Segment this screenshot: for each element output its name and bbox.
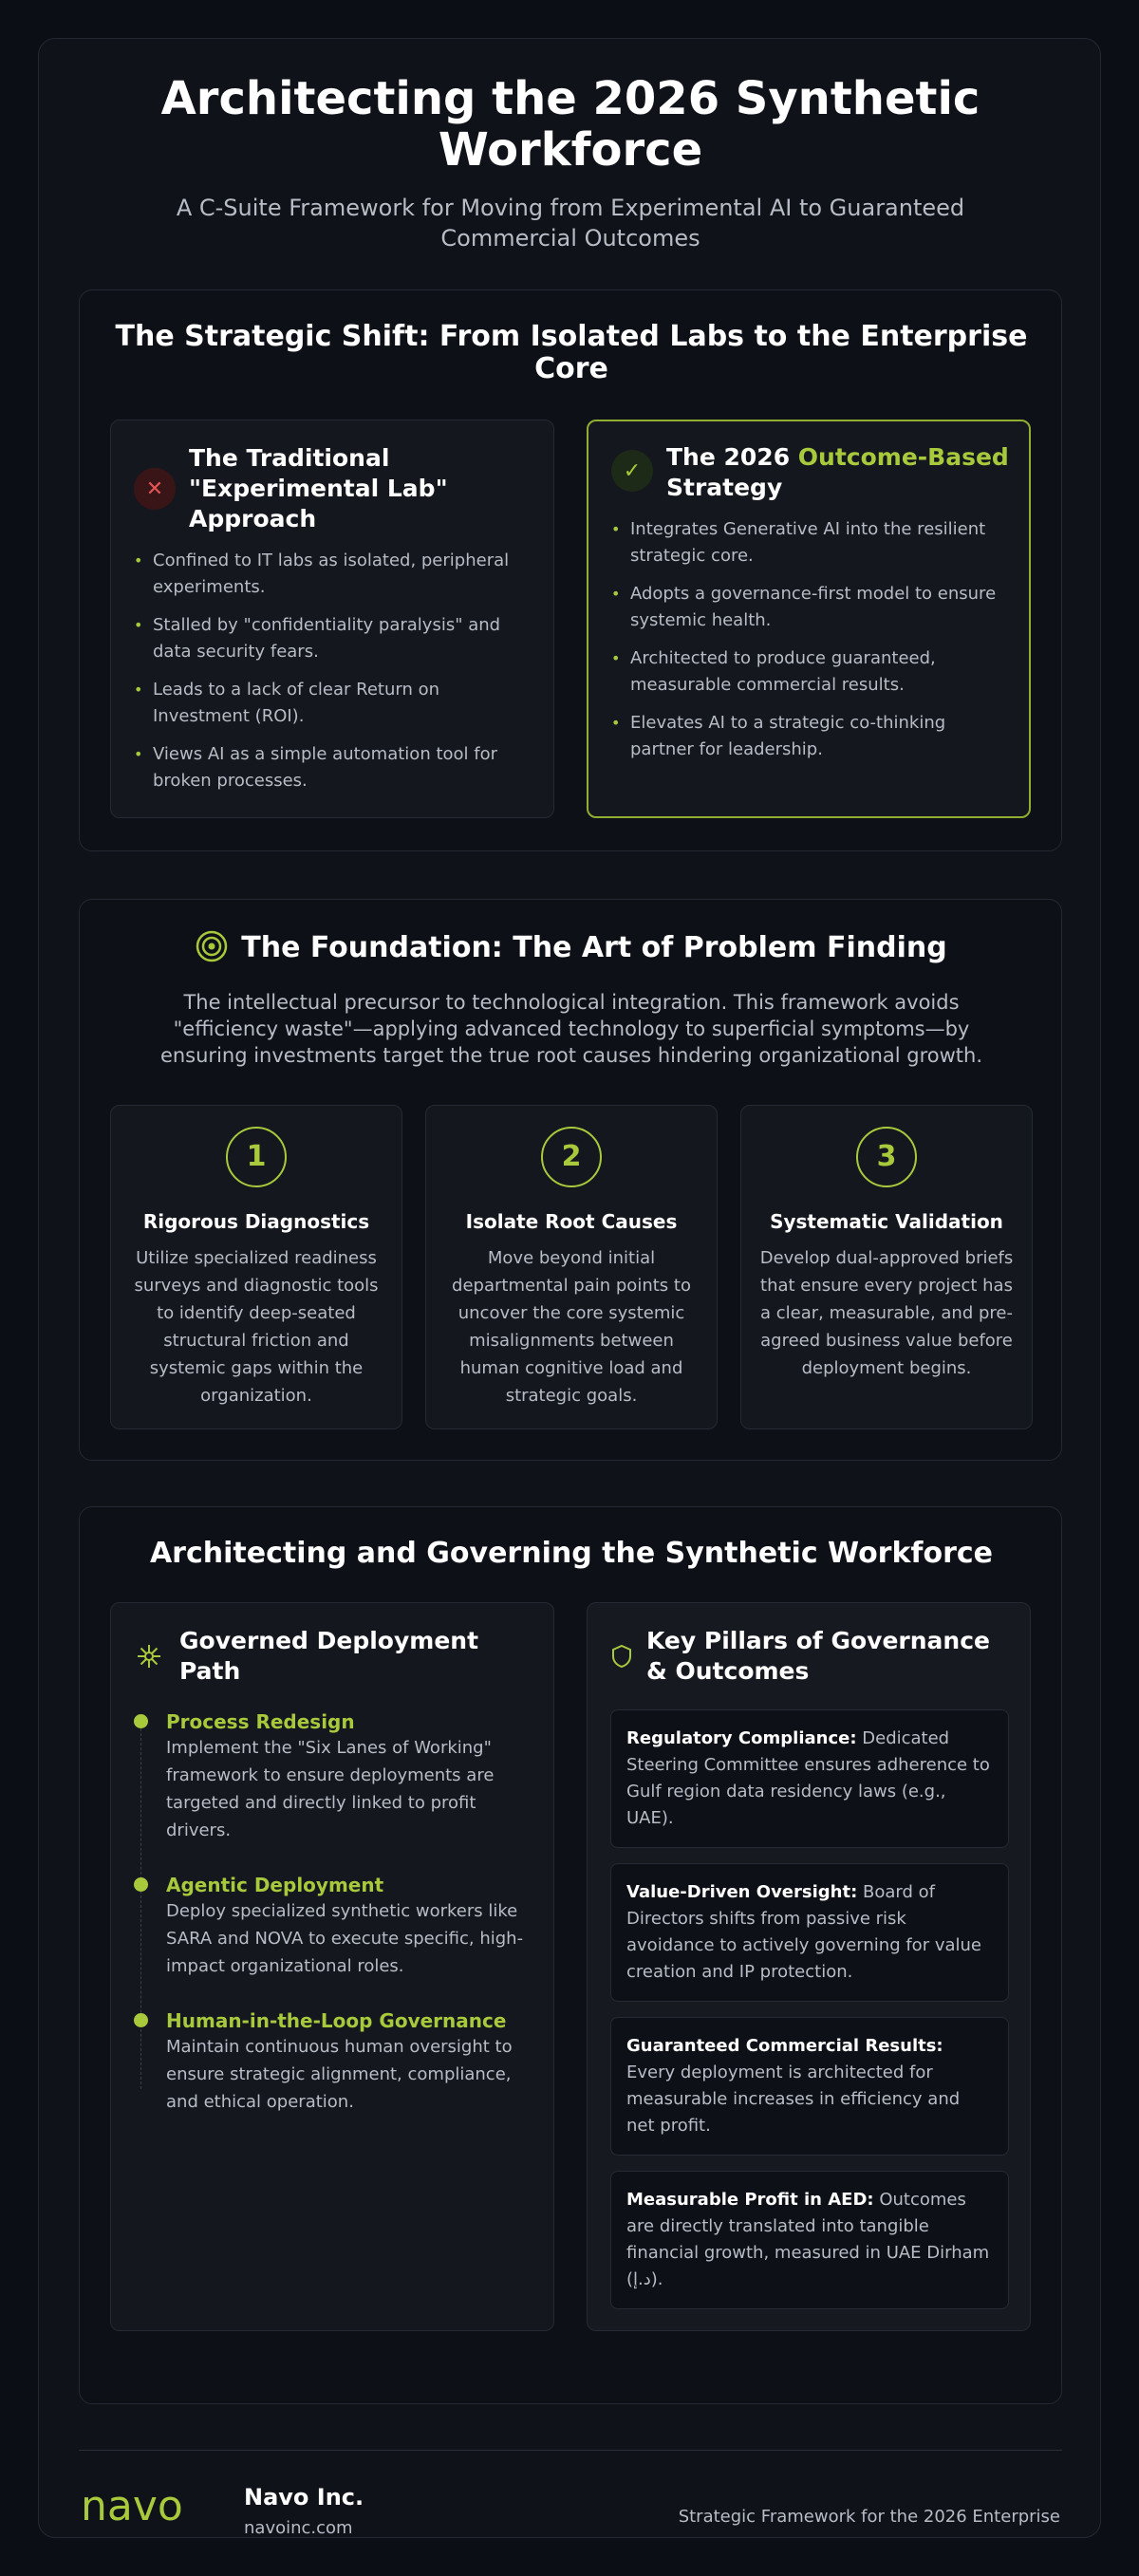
timeline-item-title: Agentic Deployment [166,1874,384,1896]
target-icon [196,930,228,962]
governance-pillars-panel [587,1602,1031,2331]
deployment-path-title: Governed Deployment Path [179,1627,479,1685]
timeline-item [134,2008,532,2116]
pillar-text: Dedicated Steering Committee ensures adherence to Gulf region data residency laws (e.g., UAE). [626,1728,990,1828]
pillar-card [610,2171,1009,2309]
traditional-approach-title: The Traditional "Experimental Lab" Approach [189,444,448,532]
pillar-text: Outcomes are directly translated into tangible financial growth, measured in UAE Dirham (د.إ). [626,2190,990,2289]
timeline-item [134,1709,532,1844]
navo-logo [81,2488,229,2526]
timeline-item-title: Human-in-the-Loop Governance [166,2009,507,2032]
step-card-3 [740,1105,1033,1429]
foundation-section [79,899,1062,1461]
step-title: Systematic Validation [770,1210,1003,1233]
deployment-path-panel [110,1602,554,2331]
shield-icon [610,1643,633,1670]
logo-text: navo [81,2488,183,2526]
pillar-card [610,1863,1009,2002]
strategic-shift-title: The Strategic Shift: From Isolated Labs to the Enterprise Core [115,320,1028,385]
timeline-dot [134,2013,148,2027]
step-text: Utilize specialized readiness surveys and diagnostic tools to identify deep-seated structural friction and systemic gaps within the organization. [134,1248,379,1406]
sparkle-icon [136,1643,162,1670]
title-suffix: Strategy [666,474,783,501]
page-subtitle: A C-Suite Framework for Moving from Experimental AI to Guaranteed Commercial Outcomes [176,195,965,252]
pillar-text: Board of Directors shifts from passive risk avoidance to actively governing for value creation and IP protection. [626,1882,981,1982]
list-item: • Integrates Generative AI into the resilient strategic core. [611,516,1010,569]
page-frame [38,38,1101,2538]
pillar-label: Value-Driven Oversight: [626,1882,858,1902]
pillar-card [610,1709,1009,1848]
timeline-item [134,1873,532,1980]
governance-pillars-list [610,1709,1009,2324]
synthetic-workforce-title: Architecting and Governing the Synthetic Workforce [149,1537,994,1570]
page-header [39,73,1102,253]
footer-tagline: Strategic Framework for the 2026 Enterprise [678,2507,1060,2527]
list-item: • Adopts a governance-first model to ensure systemic health. [611,581,1010,634]
strategic-shift-section [79,289,1062,851]
check-icon: ✓ [611,450,653,492]
pillar-card [610,2017,1009,2156]
pillar-text: Every deployment is architected for measurable increases in efficiency and net profit. [626,2063,961,2136]
outcome-based-strategy-title [666,442,1018,503]
step-number: 3 [856,1127,917,1187]
synthetic-workforce-section [79,1506,1062,2404]
step-title: Isolate Root Causes [465,1210,678,1233]
outcome-based-strategy-card [587,420,1031,818]
timeline-item-text: Maintain continuous human oversight to ensure strategic alignment, compliance, and ethical operation. [166,2037,513,2112]
company-website: navoinc.com [244,2518,353,2538]
outcome-based-strategy-list [611,516,1010,775]
list-item: • Elevates AI to a strategic co-thinking partner for leadership. [611,710,1010,763]
step-title: Rigorous Diagnostics [142,1210,370,1233]
timeline-item-text: Deploy specialized synthetic workers like SARA and NOVA to execute specific, high-impact organizational roles. [166,1901,524,1976]
deployment-timeline [134,1709,532,2144]
timeline-dot [134,1877,148,1892]
timeline-item-text: Implement the "Six Lanes of Working" framework to ensure deployments are targeted and directly linked to profit drivers. [166,1738,495,1840]
list-item: • Confined to IT labs as isolated, peripheral experiments. [134,548,532,601]
footer-divider [79,2450,1062,2451]
pillar-label: Guaranteed Commercial Results: [626,2036,943,2056]
title-accent: Outcome-Based [797,443,1009,471]
step-card-1 [110,1105,402,1429]
step-number: 2 [541,1127,602,1187]
timeline-item-title: Process Redesign [166,1710,355,1733]
pillar-label: Measurable Profit in AED: [626,2190,874,2210]
foundation-title [80,930,1063,964]
list-item: • Architected to produce guaranteed, measurable commercial results. [611,645,1010,699]
title-prefix: The 2026 [666,443,798,471]
traditional-approach-card [110,420,554,818]
pillar-label: Regulatory Compliance: [626,1728,857,1748]
list-item: • Stalled by "confidentiality paralysis" and data security fears. [134,612,532,665]
company-name: Navo Inc. [244,2484,364,2511]
list-item: • Views AI as a simple automation tool for broken processes. [134,741,532,794]
step-card-2 [425,1105,718,1429]
governance-pillars-title: Key Pillars of Governance & Outcomes [646,1627,990,1685]
list-item: • Leads to a lack of clear Return on Investment (ROI). [134,677,532,730]
foundation-intro: The intellectual precursor to technological integration. This framework avoids "efficiency waste"—applying advanced technology to superficial symptoms—by ensuring investments target the true root causes hindering organizational growth. [159,991,983,1067]
traditional-approach-list [134,548,532,806]
close-icon: ✕ [134,468,176,510]
step-text: Move beyond initial departmental pain points to uncover the core systemic misalignments between human cognitive load and strategic goals. [452,1248,691,1406]
foundation-title-text: The Foundation: The Art of Problem Finding [241,931,947,964]
page-title: Architecting the 2026 Synthetic Workforce [160,72,980,177]
step-text: Develop dual-approved briefs that ensure every project has a clear, measurable, and pre-agreed business value before deployment begins. [759,1248,1014,1378]
timeline-dot [134,1714,148,1728]
step-number: 1 [226,1127,287,1187]
